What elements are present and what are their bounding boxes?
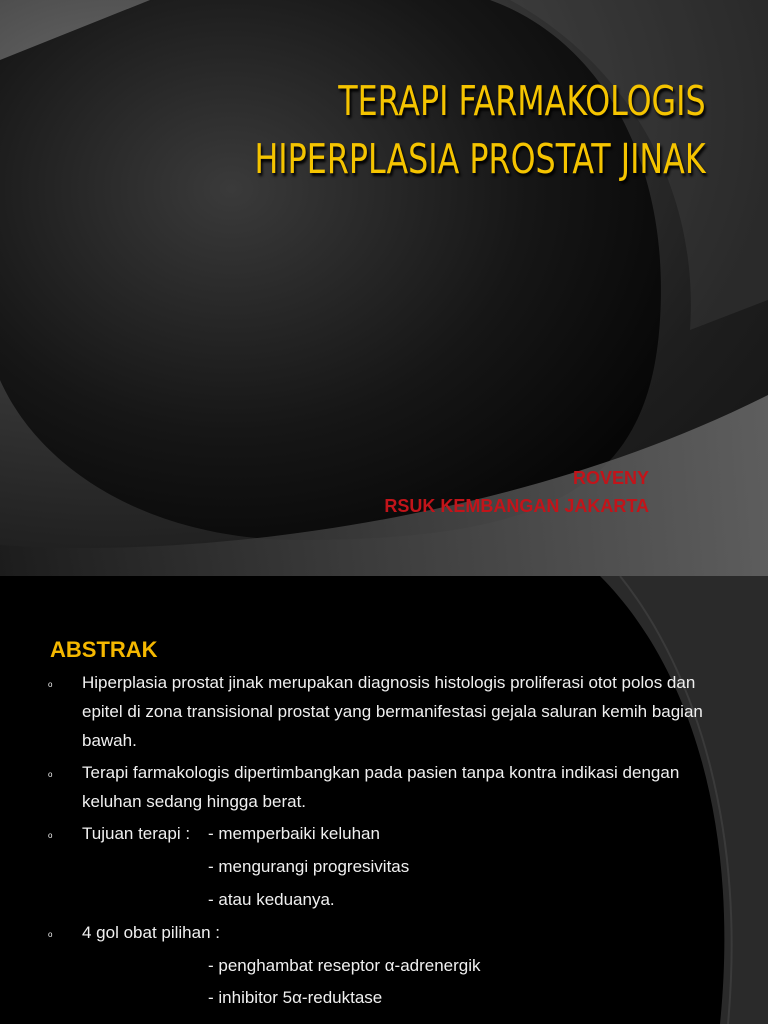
goal-item: - memperbaiki keluhan (208, 824, 380, 843)
author-name: ROVENY (572, 468, 649, 488)
drug-item: - penghambat reseptor α-adrenergik (208, 956, 481, 975)
circle-bullet-icon: o (48, 831, 53, 840)
abstract-heading: ABSTRAK (50, 637, 158, 662)
paragraph-1-line-1: Hiperplasia prostat jinak merupakan diagnosis histologis proliferasi otot polos dan (82, 673, 696, 692)
goals-lead: Tujuan terapi : (82, 824, 191, 843)
paragraph-2-line-1: Terapi farmakologis dipertimbangkan pada pasien tanpa kontra indikasi dengan (82, 763, 680, 782)
title-line-1: TERAPI FARMAKOLOGIS (338, 77, 706, 125)
slide-subtitle (384, 464, 649, 520)
circle-bullet-icon: o (48, 680, 53, 689)
abstract-slide (0, 576, 768, 1024)
drugs-lead: 4 gol obat pilihan : (82, 923, 220, 942)
circle-bullet-icon: o (48, 930, 53, 939)
institution-name: RSUK KEMBANGAN JAKARTA (384, 496, 649, 516)
paragraph-1-line-3: bawah. (82, 731, 137, 750)
goal-item: - mengurangi progresivitas (208, 857, 410, 876)
paragraph-2-line-2: keluhan sedang hingga berat. (82, 792, 307, 811)
goal-item: - atau keduanya. (208, 890, 335, 909)
paragraph-1-line-2: epitel di zona transisional prostat yang bermanifestasi gejala saluran kemih bagian (82, 702, 703, 721)
title-line-2: HIPERPLASIA PROSTAT JINAK (254, 135, 706, 183)
circle-bullet-icon: o (48, 770, 53, 779)
drug-item: - inhibitor 5α-reduktase (208, 988, 383, 1007)
slide-title (255, 72, 706, 188)
